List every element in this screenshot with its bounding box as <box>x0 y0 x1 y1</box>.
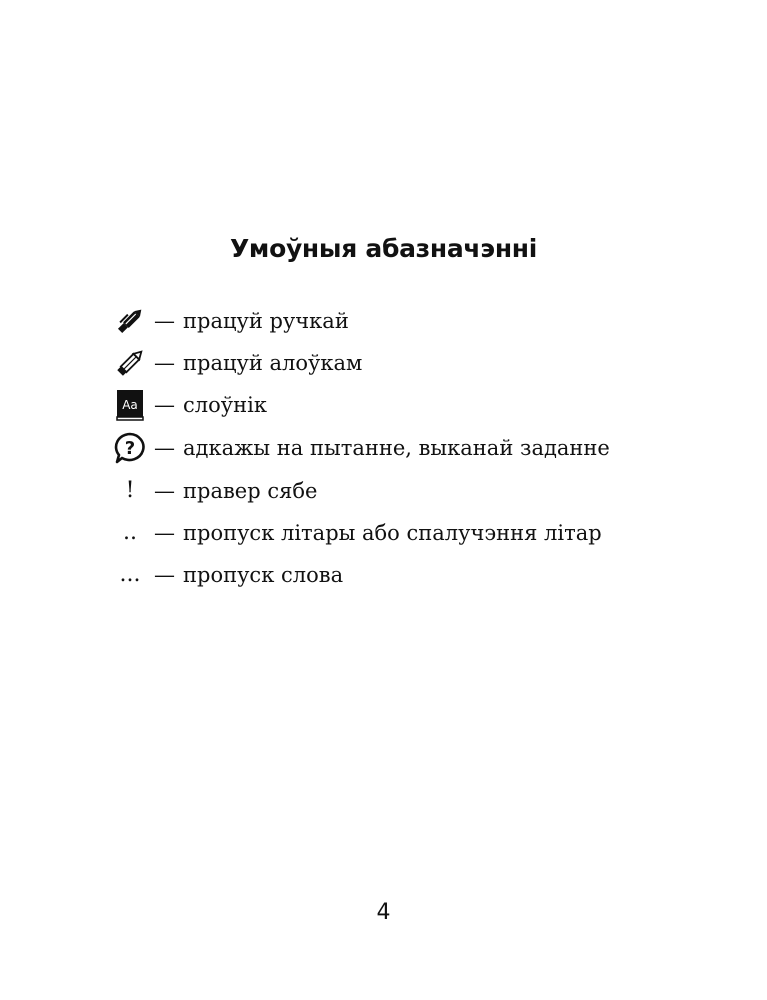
legend-description: пропуск літары або спалучэння літар <box>183 521 602 545</box>
legend-item-missing-word <box>108 554 728 596</box>
legend-item-dictionary <box>108 384 728 426</box>
dash: — <box>154 479 175 503</box>
legend-item-pen <box>108 300 728 342</box>
exclamation-mark: ! <box>125 478 135 503</box>
legend-list <box>108 300 728 596</box>
dash: — <box>154 436 175 460</box>
dash: — <box>154 521 175 545</box>
legend-item-question <box>108 426 728 470</box>
dictionary-icon-text: Aa <box>122 398 138 412</box>
legend-description: пропуск слова <box>183 563 344 587</box>
pen-icon <box>108 300 152 342</box>
page-number: 4 <box>376 900 391 925</box>
double-dot-mark: .. <box>123 520 137 545</box>
legend-item-pencil <box>108 342 728 384</box>
ellipsis-mark: ... <box>119 562 141 587</box>
legend-description: працуй ручкай <box>183 309 349 333</box>
legend-item-check <box>108 470 728 512</box>
legend-description: працуй алоўкам <box>183 351 363 375</box>
dash: — <box>154 309 175 333</box>
legend-description: адкажы на пытанне, выканай заданне <box>183 436 610 460</box>
dictionary-icon <box>108 384 152 426</box>
dash: — <box>154 393 175 417</box>
dash: — <box>154 563 175 587</box>
legend-description: правер сябе <box>183 479 318 503</box>
legend-item-missing-letter <box>108 512 728 554</box>
page-title: Умоўныя абазначэнні <box>229 234 538 263</box>
legend-description: слоўнік <box>183 393 267 417</box>
pencil-icon <box>108 342 152 384</box>
question-icon-text: ? <box>124 438 136 459</box>
question-bubble-icon <box>108 427 152 469</box>
dash: — <box>154 351 175 375</box>
